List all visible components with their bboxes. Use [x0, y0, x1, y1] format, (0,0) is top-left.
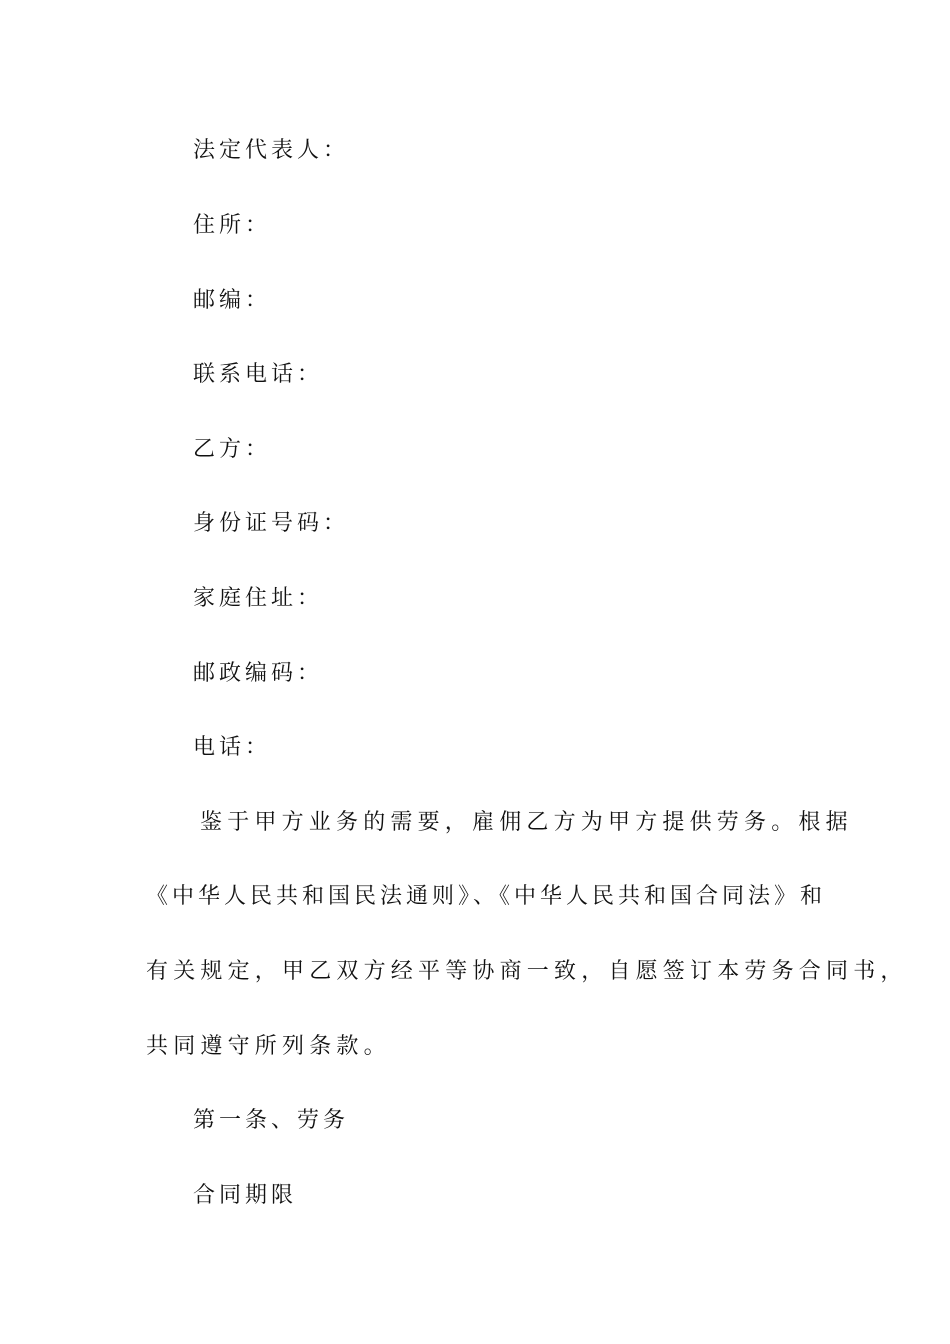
preamble-line-4: 共同遵守所列条款。 [146, 1034, 391, 1059]
postal-code-label: 邮政编码： [193, 661, 324, 686]
phone-label: 电话： [193, 735, 272, 760]
legal-representative-label: 法定代表人： [193, 138, 350, 163]
home-address-label: 家庭住址： [193, 586, 324, 611]
preamble-line-3: 有关规定，甲乙双方经平等协商一致，自愿签订本劳务合同书， [146, 959, 908, 984]
preamble-line-1: 鉴于甲方业务的需要，雇佣乙方为甲方提供劳务。根据 [200, 810, 853, 835]
party-b-label: 乙方： [193, 437, 272, 462]
id-number-label: 身份证号码： [193, 511, 350, 536]
article-1-title: 第一条、劳务 [193, 1108, 350, 1133]
preamble-line-2: 《中华人民共和国民法通则》、《中华人民共和国合同法》和 [146, 884, 827, 909]
address-label: 住所： [193, 213, 272, 238]
contact-phone-label: 联系电话： [193, 362, 324, 387]
postcode-label: 邮编： [193, 288, 272, 313]
article-1-subtitle: 合同期限 [193, 1183, 298, 1208]
